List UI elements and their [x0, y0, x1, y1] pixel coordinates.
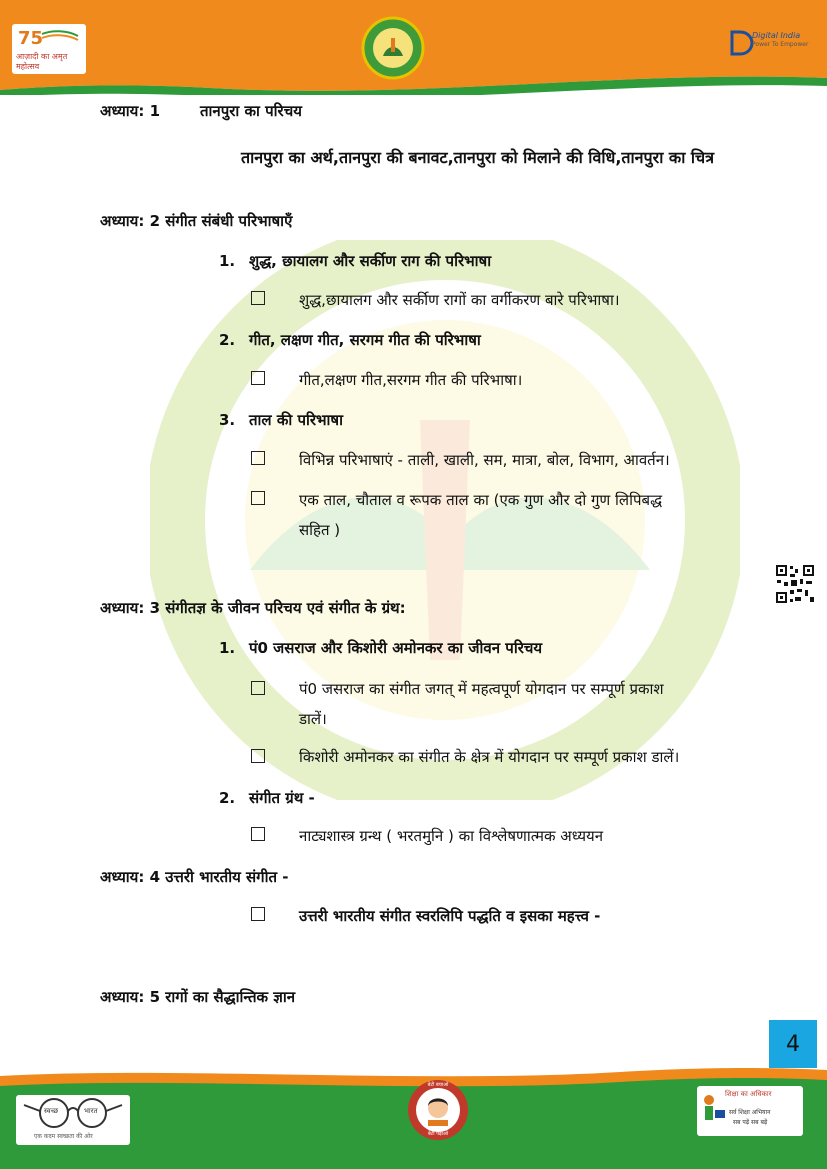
- shiksha-adhikar-text: शिक्षा का अधिकार: [725, 1090, 772, 1098]
- chapter2-topic3-point2-cont: सहित ): [299, 521, 341, 539]
- swachh-tagline: एक कदम स्वच्छता की ओर: [34, 1133, 93, 1140]
- chapter2-topic1-point1: शुद्ध,छायालग और सर्कीण रागों का वर्गीकरण बारे परिभाषा।: [299, 291, 620, 309]
- chapter3-topic1-point1-cont: डालें।: [299, 710, 327, 728]
- chapter1-name: तानपुरा का परिचय: [200, 102, 302, 120]
- chapter3-topic1-point2: किशोरी अमोनकर का संगीत के क्षेत्र में योगदान पर सम्पूर्ण प्रकाश डालें।: [299, 748, 680, 766]
- haryana-vidyalaya-shiksha-board-emblem: [361, 16, 425, 80]
- chapter4-point1: उत्तरी भारतीय संगीत स्वरलिपि पद्धति व इसका महत्त्व -: [299, 907, 601, 925]
- chapter2-topic1-num: 1.: [219, 252, 236, 270]
- chapter3-topic1-heading: पं0 जसराज और किशोरी अमोनकर का जीवन परिचय: [249, 639, 543, 657]
- checkbox[interactable]: [251, 371, 265, 385]
- chapter2-topic1-heading: शुद्ध, छायालग और सर्कीण राग की परिभाषा: [249, 252, 492, 270]
- checkbox[interactable]: [251, 291, 265, 305]
- checkbox[interactable]: [251, 827, 265, 841]
- bharat-text: भारत: [84, 1107, 98, 1115]
- chapter1-title: अध्याय: 1: [100, 102, 161, 120]
- chapter2-topic3-heading: ताल की परिभाषा: [249, 411, 343, 429]
- sarva-shiksha-text: सर्व शिक्षा अभियान: [729, 1109, 771, 1116]
- beti-bachao-text: बेटी बचाओ: [427, 1082, 449, 1088]
- chapter2-topic2-heading: गीत, लक्षण गीत, सरगम गीत की परिभाषा: [249, 331, 481, 349]
- sab-padhen-text: सब पढ़ें सब बढ़ें: [733, 1119, 768, 1126]
- checkbox[interactable]: [251, 451, 265, 465]
- chapter3-topic1-num: 1.: [219, 639, 236, 657]
- chapter3-topic2-num: 2.: [219, 789, 236, 807]
- digital-india-logo: [726, 24, 812, 64]
- shiksha-ka-adhikar-logo: [697, 1086, 803, 1136]
- chapter3-topic1-point1: पं0 जसराज का संगीत जगत् में महत्वपूर्ण योगदान पर सम्पूर्ण प्रकाश: [299, 680, 664, 698]
- chapter3-topic2-heading: संगीत ग्रंथ -: [249, 789, 315, 807]
- board-emblem-watermark: [150, 240, 740, 800]
- chapter3-title: अध्याय: 3 संगीतज्ञ के जीवन परिचय एवं संगीत के ग्रंथ:: [100, 599, 406, 617]
- swachh-text: स्वच्छ: [44, 1107, 59, 1115]
- chapter5-title: अध्याय: 5 रागों का सैद्धान्तिक ज्ञान: [100, 988, 296, 1006]
- chapter2-title: अध्याय: 2 संगीत संबंधी परिभाषाएँ: [100, 212, 293, 230]
- svg-text:75: 75: [18, 28, 44, 49]
- qr-code-icon: [775, 564, 815, 604]
- chapter2-topic3-point2: एक ताल, चौताल व रूपक ताल का (एक गुण और दो गुण लिपिबद्ध: [299, 491, 663, 509]
- checkbox[interactable]: [251, 907, 265, 921]
- beti-padhao-text: बेटी पढ़ाओ: [427, 1131, 449, 1137]
- digital-india-text: Digital India: [752, 31, 801, 40]
- chapter2-topic2-point1: गीत,लक्षण गीत,सरगम गीत की परिभाषा।: [299, 371, 523, 389]
- swachh-bharat-logo: [16, 1095, 130, 1145]
- chapter4-title: अध्याय: 4 उत्तरी भारतीय संगीत -: [100, 868, 289, 886]
- chapter1-summary: तानपुरा का अर्थ,तानपुरा की बनावट,तानपुरा को मिलाने की विधि,तानपुरा का चित्र: [240, 148, 715, 167]
- checkbox[interactable]: [251, 681, 265, 695]
- chapter2-topic2-num: 2.: [219, 331, 236, 349]
- page-number: 4: [769, 1020, 817, 1068]
- azadi-logo-text: आज़ादी का अमृत महोत्सव: [16, 52, 68, 71]
- digital-india-tagline: Power To Empower: [752, 41, 809, 48]
- checkbox[interactable]: [251, 749, 265, 763]
- checkbox[interactable]: [251, 491, 265, 505]
- beti-bachao-beti-padhao-logo: [406, 1078, 470, 1142]
- chapter2-topic3-point1: विभिन्न परिभाषाएं - ताली, खाली, सम, मात्रा, बोल, विभाग, आवर्तन।: [299, 451, 670, 469]
- azadi-ka-amrit-mahotsav-logo: [12, 24, 86, 74]
- chapter2-topic3-num: 3.: [219, 411, 236, 429]
- chapter3-topic2-point1: नाट्यशास्त्र ग्रन्थ ( भरतमुनि ) का विश्लेषणात्मक अध्ययन: [299, 827, 604, 845]
